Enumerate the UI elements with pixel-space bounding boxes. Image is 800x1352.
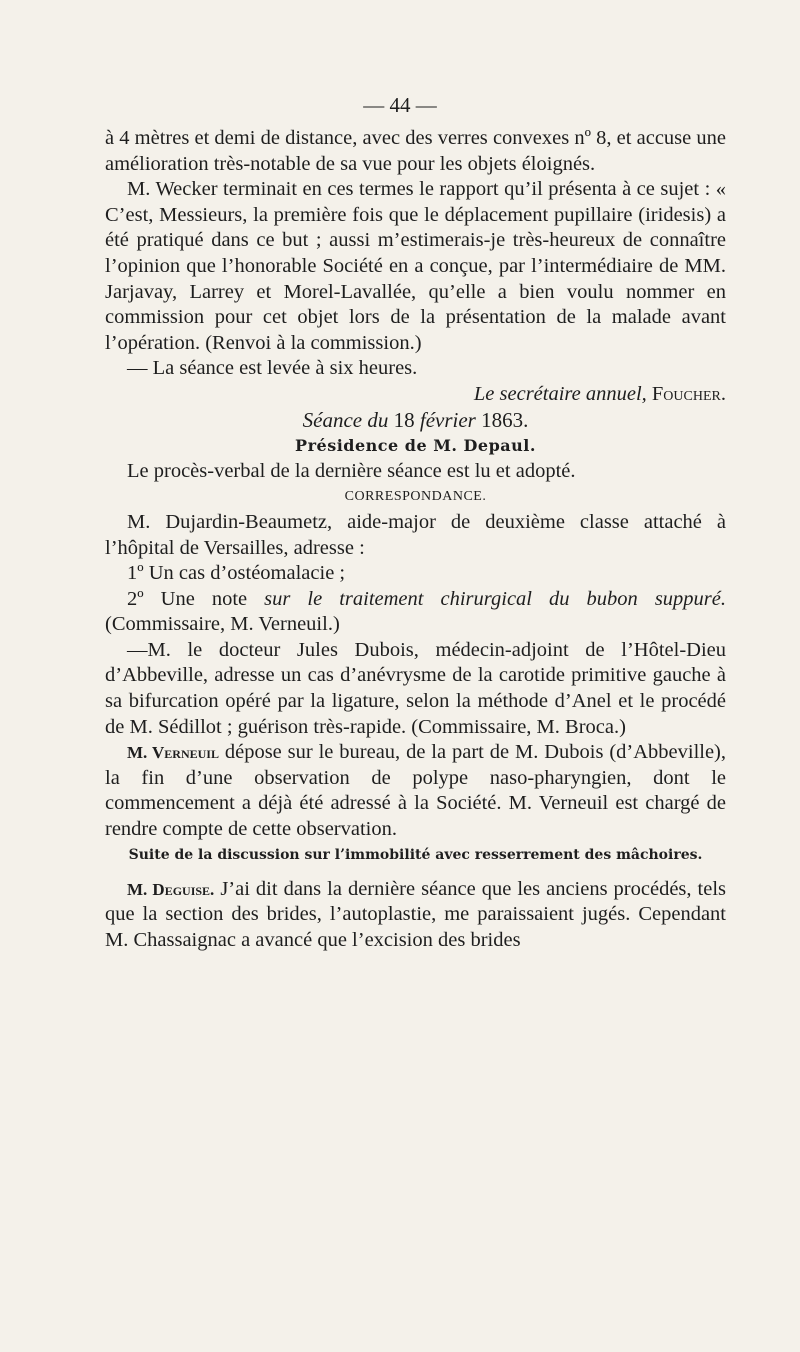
correspondence-heading: CORRESPONDANCE.: [344, 489, 487, 505]
proces-verbal: Le procès-verbal de la dernière séance est lu et adopté.: [127, 459, 576, 482]
session-year: 1863.: [481, 407, 529, 432]
item2-title: sur le traitement chirurgical du bubon suppuré.: [264, 587, 727, 610]
verneuil-name: M. Verneuil: [127, 743, 219, 763]
verneuil-text: dépose sur le bureau, de la part de M. Dubois (d’Abbeville), la fin d’une observation de polype naso-pharyngien, dont le commencement a déjà été adressé à la Société. M. Verneuil est chargé de rendre compte de cette observation.: [105, 741, 727, 841]
session-prefix: Séance du: [302, 407, 389, 432]
page-number: — 44 —: [363, 93, 437, 117]
list-item-1: 1º Un cas d’ostéomalacie ;: [127, 562, 346, 585]
signature-title: Le secrétaire annuel,: [473, 382, 647, 405]
paragraph-dubois: —M. le docteur Jules Dubois, médecin-adjoint de l’Hôtel-Dieu d’Abbeville, adresse un cas d’anévrysme de la carotide primitive gauche à sa bifurcation opéré par la ligature, selon la méthode d’Anel et le procédé de M. Sédillot ; guérison très-rapide. (Commissaire, M. Broca.): [105, 638, 726, 738]
paragraph-wecker: M. Wecker terminait en ces termes le rapport qu’il présenta à ce sujet : « C’est, Messieurs, la première fois que le déplacement pupillaire (iridesis) a été pratiqué dans ce but ; aussi m’estimerais-je très-heureux de connaître l’opinion que l’honorable Société en a conçue, par l’intermédiaire de MM. Jarjavay, Larrey et Morel-Lavallée, qu’elle a bien voulu nommer en commission pour cet objet lors de la présentation de la malade avant l’opération. (Renvoi à la commission.): [105, 178, 726, 354]
paragraph-seance-levee: — La séance est levée à six heures.: [127, 357, 418, 380]
paragraph-verneuil: [105, 740, 726, 842]
discussion-heading: Suite de la discussion sur l’immobilité avec resserrement des mâchoires.: [128, 846, 703, 863]
paragraph-deguise: [105, 877, 726, 954]
item2-start: 2º Une note: [127, 587, 248, 610]
session-heading: [105, 408, 726, 434]
signature-name: Foucher.: [651, 382, 726, 405]
page-body: [105, 126, 726, 953]
presidency-heading: Présidence de M. Depaul.: [295, 436, 536, 456]
signature: [105, 382, 726, 408]
deguise-text: J’ai dit dans la dernière séance que les anciens procédés, tels que la section des brides, l’autoplastie, me paraissaient jugés. Cependant M. Chassaignac a avancé que l’excision des brides: [105, 877, 727, 951]
paragraph-continuation: à 4 mètres et demi de distance, avec des verres convexes nº 8, et accuse une amélioration très-notable de sa vue pour les objets éloignés.: [105, 127, 726, 175]
list-item-2: [105, 587, 726, 638]
session-day: 18: [393, 407, 415, 432]
deguise-name: M. Deguise.: [127, 879, 215, 899]
item2-end: (Commissaire, M. Verneuil.): [105, 613, 340, 636]
paragraph-dujardin: M. Dujardin-Beaumetz, aide-major de deuxième classe attaché à l’hôpital de Versailles, adresse :: [105, 510, 726, 559]
session-month: février: [419, 407, 476, 432]
